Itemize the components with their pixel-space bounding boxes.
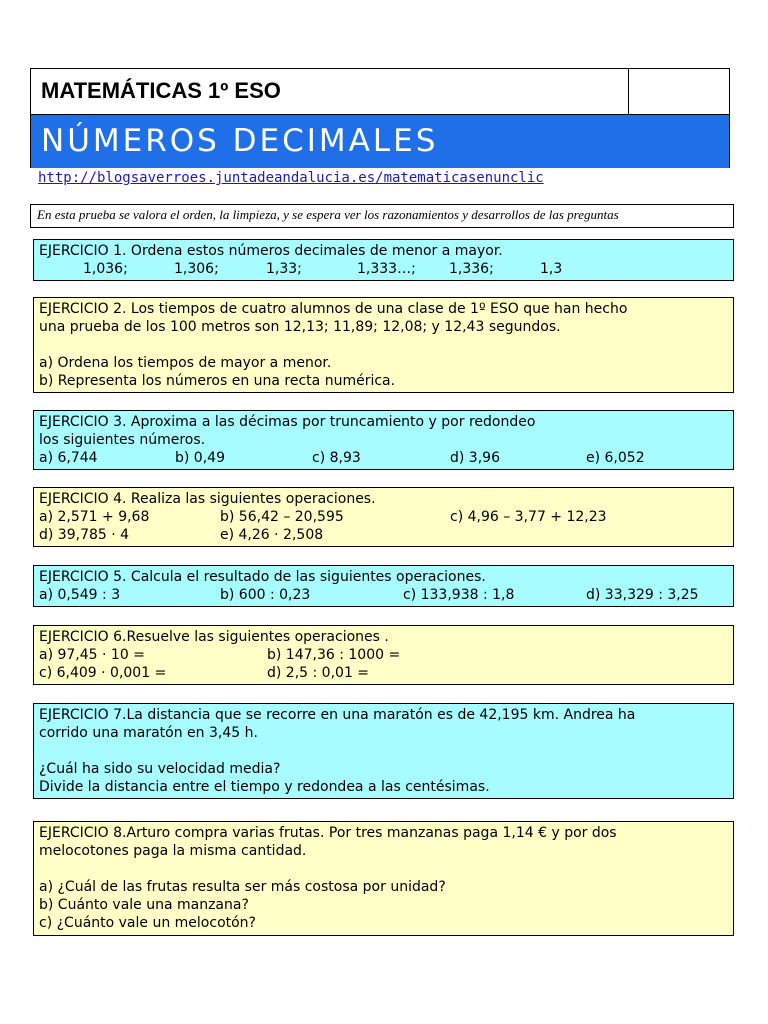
number-item: 1,036; xyxy=(83,261,128,277)
exercise-5-statement: EJERCICIO 5. Calcula el resultado de las siguientes operaciones. xyxy=(39,569,486,585)
exercise-6-row-2 xyxy=(39,664,728,682)
number-item: 1,33; xyxy=(266,261,302,277)
exercise-7-line-2: corrido una maratón en 3,45 h. xyxy=(39,725,258,741)
exercise-1-numbers xyxy=(39,260,728,278)
exercise-2-part-a: a) Ordena los tiempos de mayor a menor. xyxy=(39,355,332,371)
exercise-6-item-c: c) 6,409 · 0,001 = xyxy=(39,665,167,681)
page-title: NÚMEROS DECIMALES xyxy=(41,123,439,159)
exercise-7-hint: Divide la distancia entre el tiempo y redondea a las centésimas. xyxy=(39,779,490,795)
exercise-8-part-a: a) ¿Cuál de las frutas resulta ser más costosa por unidad? xyxy=(39,879,446,895)
exercise-7 xyxy=(33,703,734,799)
number-item: 1,3 xyxy=(540,261,563,277)
exercise-8-line-2: melocotones paga la misma cantidad. xyxy=(39,843,307,859)
exercise-3-item: d) 3,96 xyxy=(450,450,500,466)
exercise-4 xyxy=(33,487,734,547)
exercise-1 xyxy=(33,239,734,281)
header-subject-row xyxy=(31,69,729,115)
blog-link[interactable]: http://blogsaverroes.juntadeandalucia.es/matematicasenunclic xyxy=(38,170,544,186)
exercise-2-line-1: EJERCICIO 2. Los tiempos de cuatro alumnos de una clase de 1º ESO que han hecho xyxy=(39,301,628,317)
exercise-6-item-d: d) 2,5 : 0,01 = xyxy=(267,665,370,681)
exercise-4-row-1 xyxy=(39,508,728,526)
exercise-5-item: b) 600 : 0,23 xyxy=(220,587,311,603)
exercise-3-item: c) 8,93 xyxy=(312,450,361,466)
number-item: 1,336; xyxy=(449,261,494,277)
exercise-3-items xyxy=(39,449,728,467)
exercise-4-row-2 xyxy=(39,526,728,544)
exercise-4-item-b: b) 56,42 – 20,595 xyxy=(220,509,344,525)
exercise-4-statement: EJERCICIO 4. Realiza las siguientes operaciones. xyxy=(39,491,376,507)
exercise-3-item: b) 0,49 xyxy=(175,450,225,466)
number-item: 1,306; xyxy=(174,261,219,277)
exercise-4-item-e: e) 4,26 · 2,508 xyxy=(220,527,324,543)
exercise-3-item: a) 6,744 xyxy=(39,450,98,466)
exercise-2-part-b: b) Representa los números en una recta numérica. xyxy=(39,373,396,389)
number-item: 1,333…; xyxy=(357,261,416,277)
exercise-6-item-a: a) 97,45 · 10 = xyxy=(39,647,145,663)
exercise-6-statement: EJERCICIO 6.Resuelve las siguientes operaciones . xyxy=(39,629,389,645)
exercise-4-item-c: c) 4,96 – 3,77 + 12,23 xyxy=(450,509,607,525)
exercise-3-line-1: EJERCICIO 3. Aproxima a las décimas por truncamiento y por redondeo xyxy=(39,414,536,430)
exercise-8 xyxy=(33,821,734,936)
exercise-6-row-1 xyxy=(39,646,728,664)
exercise-3 xyxy=(33,410,734,470)
exercise-4-item-d: d) 39,785 · 4 xyxy=(39,527,130,543)
exercise-3-line-2: los siguientes números. xyxy=(39,432,206,448)
exercise-5-items xyxy=(39,586,728,604)
exercise-5 xyxy=(33,565,734,607)
exercise-7-line-1: EJERCICIO 7.La distancia que se recorre en una maratón es de 42,195 km. Andrea ha xyxy=(39,707,636,723)
exercise-8-part-b: b) Cuánto vale una manzana? xyxy=(39,897,249,913)
exercise-1-statement: EJERCICIO 1. Ordena estos números decimales de menor a mayor. xyxy=(39,243,503,259)
exercise-4-item-a: a) 2,571 + 9,68 xyxy=(39,509,150,525)
title-band xyxy=(31,115,729,168)
exercise-6 xyxy=(33,625,734,685)
exercise-3-item: e) 6,052 xyxy=(586,450,645,466)
exercise-6-item-b: b) 147,36 : 1000 = xyxy=(267,647,401,663)
header xyxy=(30,68,730,168)
exercise-2-line-2: una prueba de los 100 metros son 12,13; 11,89; 12,08; y 12,43 segundos. xyxy=(39,319,561,335)
exercise-7-question: ¿Cuál ha sido su velocidad media? xyxy=(39,761,281,777)
subject-title: MATEMÁTICAS 1º ESO xyxy=(41,78,281,103)
instructions-note: En esta prueba se valora el orden, la limpieza, y se espera ver los razonamientos y desarrollos de las preguntas xyxy=(30,204,734,228)
exercise-5-item: d) 33,329 : 3,25 xyxy=(586,587,699,603)
exercise-2 xyxy=(33,297,734,393)
exercise-8-part-c: c) ¿Cuánto vale un melocotón? xyxy=(39,915,256,931)
name-box xyxy=(628,69,731,114)
exercise-5-item: c) 133,938 : 1,8 xyxy=(403,587,515,603)
exercise-8-line-1: EJERCICIO 8.Arturo compra varias frutas. Por tres manzanas paga 1,14 € y por dos xyxy=(39,825,617,841)
exercise-5-item: a) 0,549 : 3 xyxy=(39,587,121,603)
